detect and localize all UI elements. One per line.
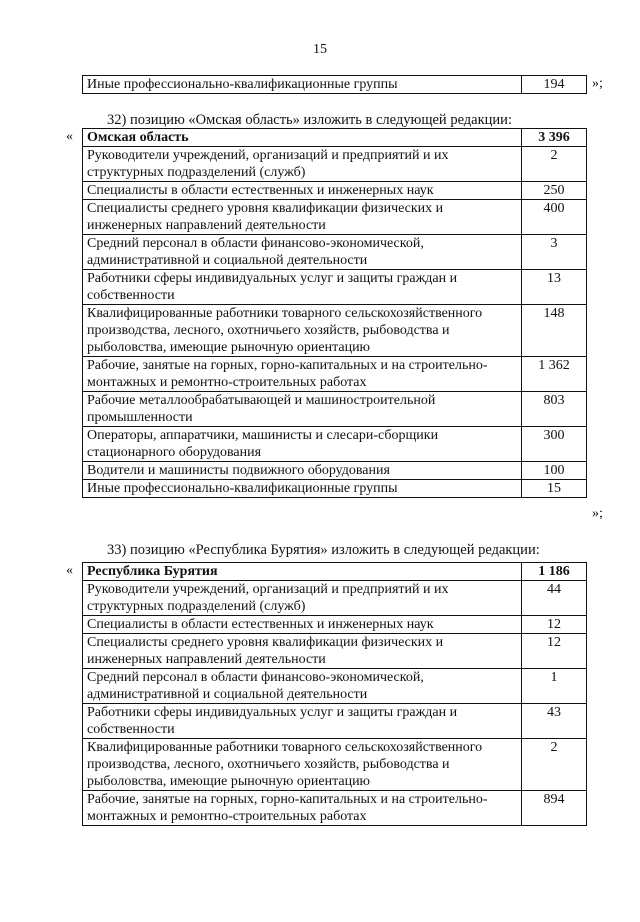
buryatia-table (82, 562, 587, 826)
row-value: 2 (522, 739, 587, 791)
table-row (83, 581, 587, 616)
row-value: 15 (522, 480, 587, 498)
row-label: Руководители учреждений, организаций и предприятий и их структурных подразделений (служб) (83, 147, 522, 182)
row-label: Рабочие, занятые на горных, горно-капитальных и на строительно-монтажных и ремонтно-строительных работах (83, 357, 522, 392)
table-row (83, 462, 587, 480)
omsk-table (82, 128, 587, 498)
region-name: Республика Бурятия (83, 563, 522, 581)
row-label: Рабочие, занятые на горных, горно-капитальных и на строительно-монтажных и ремонтно-строительных работах (83, 791, 522, 826)
page-number: 15 (313, 42, 327, 57)
row-value: 894 (522, 791, 587, 826)
section-33-intro: 33) позицию «Республика Бурятия» изложить в следующей редакции: (107, 542, 540, 558)
table-row (83, 791, 587, 826)
row-value: 300 (522, 427, 587, 462)
table-row (83, 182, 587, 200)
table-row (83, 669, 587, 704)
row-label: Специалисты среднего уровня квалификации физических и инженерных направлений деятельности (83, 634, 522, 669)
row-label: Работники сферы индивидуальных услуг и защиты граждан и собственности (83, 704, 522, 739)
table-row (83, 357, 587, 392)
opening-quote: « (66, 129, 73, 144)
row-value: 803 (522, 392, 587, 427)
row-value: 1 362 (522, 357, 587, 392)
section-32-intro: 32) позицию «Омская область» изложить в следующей редакции: (107, 112, 512, 128)
row-value: 2 (522, 147, 587, 182)
row-value: 194 (522, 76, 587, 94)
row-label: Иные профессионально-квалификационные группы (83, 76, 522, 94)
row-label: Квалифицированные работники товарного сельскохозяйственного производства, лесного, охотничьего хозяйств, рыбоводства и рыболовства, имеющие рыночную ориентацию (83, 739, 522, 791)
row-value: 12 (522, 634, 587, 669)
region-total: 1 186 (522, 563, 587, 581)
table-row (83, 480, 587, 498)
table-row (83, 634, 587, 669)
row-label: Специалисты в области естественных и инженерных наук (83, 182, 522, 200)
row-label: Средний персонал в области финансово-экономической, административной и социальной деятельности (83, 669, 522, 704)
table-row (83, 616, 587, 634)
row-value: 44 (522, 581, 587, 616)
row-value: 400 (522, 200, 587, 235)
closing-quote: »; (592, 76, 603, 91)
row-value: 148 (522, 305, 587, 357)
region-total: 3 396 (522, 129, 587, 147)
row-label: Специалисты в области естественных и инженерных наук (83, 616, 522, 634)
row-value: 100 (522, 462, 587, 480)
opening-quote: « (66, 563, 73, 578)
row-value: 1 (522, 669, 587, 704)
table-row (83, 739, 587, 791)
region-name: Омская область (83, 129, 522, 147)
table-row (83, 235, 587, 270)
row-label: Руководители учреждений, организаций и предприятий и их структурных подразделений (служб) (83, 581, 522, 616)
table-header-row (83, 129, 587, 147)
row-value: 250 (522, 182, 587, 200)
row-label: Иные профессионально-квалификационные группы (83, 480, 522, 498)
table-row (83, 76, 587, 94)
row-value: 12 (522, 616, 587, 634)
closing-quote: »; (592, 506, 603, 521)
row-label: Водители и машинисты подвижного оборудования (83, 462, 522, 480)
table-row (83, 392, 587, 427)
table-header-row (83, 563, 587, 581)
table-row (83, 305, 587, 357)
row-value: 3 (522, 235, 587, 270)
table-row (83, 200, 587, 235)
table-row (83, 147, 587, 182)
table-row (83, 427, 587, 462)
row-label: Работники сферы индивидуальных услуг и защиты граждан и собственности (83, 270, 522, 305)
row-label: Операторы, аппаратчики, машинисты и слесари-сборщики стационарного оборудования (83, 427, 522, 462)
row-value: 43 (522, 704, 587, 739)
row-label: Квалифицированные работники товарного сельскохозяйственного производства, лесного, охотничьего хозяйств, рыбоводства и рыболовства, имеющие рыночную ориентацию (83, 305, 522, 357)
row-label: Рабочие металлообрабатывающей и машиностроительной промышленности (83, 392, 522, 427)
table-row (83, 704, 587, 739)
row-label: Специалисты среднего уровня квалификации физических и инженерных направлений деятельности (83, 200, 522, 235)
table-row (83, 270, 587, 305)
row-value: 13 (522, 270, 587, 305)
top-table (82, 75, 587, 94)
row-label: Средний персонал в области финансово-экономической, административной и социальной деятельности (83, 235, 522, 270)
